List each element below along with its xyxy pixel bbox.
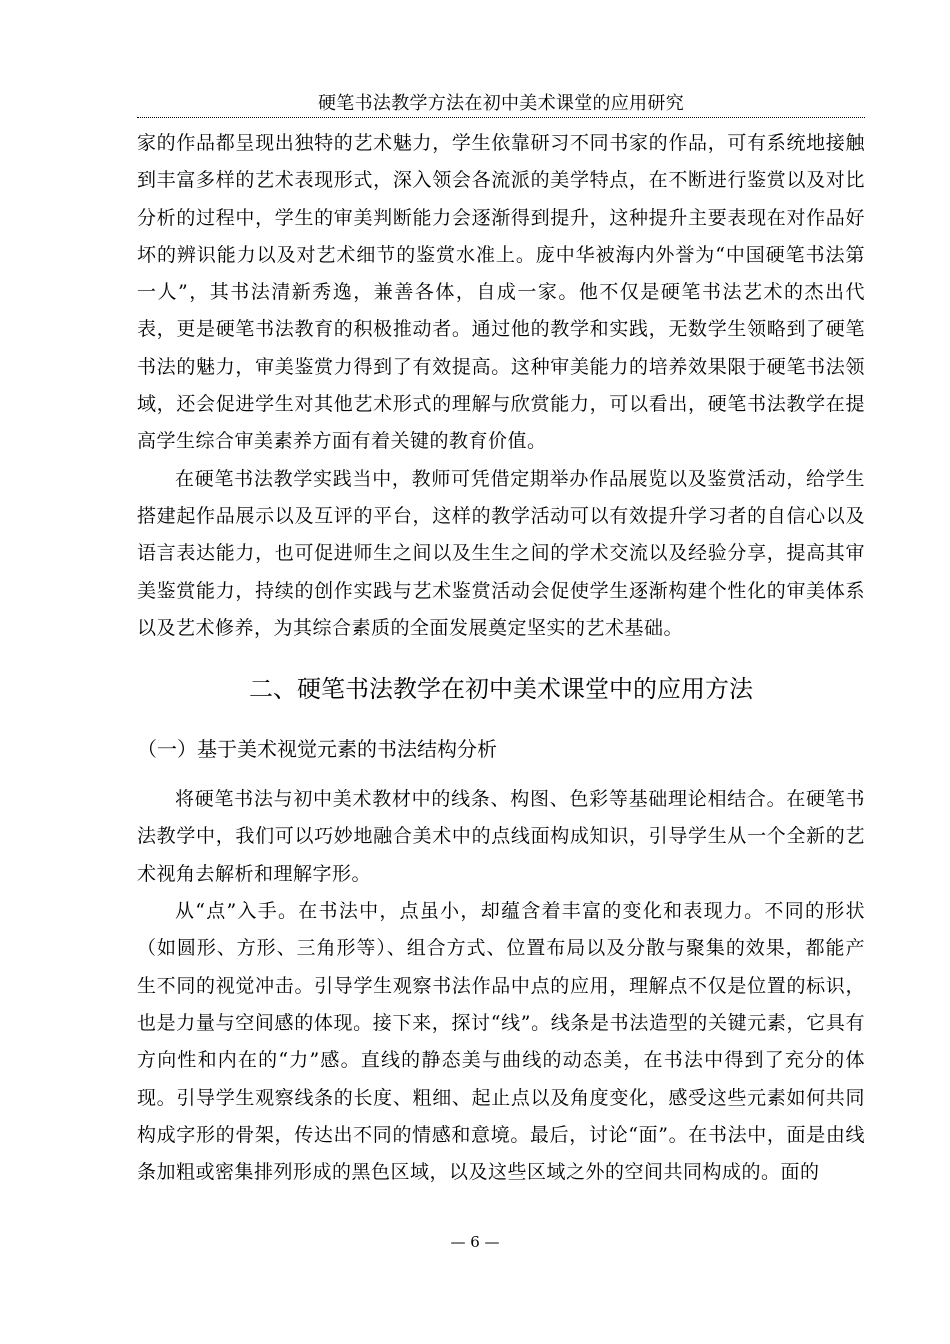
paragraph-intro: 将硬笔书法与初中美术教材中的线条、构图、色彩等基础理论相结合。在硬笔书法教学中，我们可以巧妙地融合美术中的点线面构成知识，引导学生从一个全新的艺术视角去解析和理解字形。 (137, 788, 865, 885)
subsection-heading: （一）基于美术视觉元素的书法结构分析 (137, 737, 497, 762)
page-number: — 6 — (450, 1233, 500, 1251)
section-heading: 二、硬笔书法教学在初中美术课堂中的应用方法 (249, 675, 753, 704)
header-rule (137, 117, 865, 118)
paragraph-point-line-plane: 从“点”入手。在书法中，点虽小，却蕴含着丰富的变化和表现力。不同的形状（如圆形、方形、三角形等）、组合方式、位置布局以及分散与聚集的效果，都能产生不同的视觉冲击。引导学生观察书法作品中点的应用，理解点不仅是位置的标识，也是力量与空间感的体现。接下来，探讨“线”。线条是书法造型的关键元素，它具有方向性和内在的“力”感。直线的静态美与曲线的动态美，在书法中得到了充分的体现。引导学生观察线条的长度、粗细、起止点以及角度变化，感受这些元素如何共同构成字形的骨架，传达出不同的情感和意境。最后，讨论“面”。在书法中，面是由线条加粗或密集排列形成的黑色区域，以及这些区域之外的空间共同构成的。面的 (137, 900, 865, 1184)
page-body (137, 125, 865, 1191)
paragraph-exhibition: 在硬笔书法教学实践当中，教师可凭借定期举办作品展览以及鉴赏活动，给学生搭建起作品展示以及互评的平台，这样的教学活动可以有效提升学习者的自信心以及语言表达能力，也可促进师生之间以及生生之间的学术交流以及经验分享，提高其审美鉴赏能力，持续的创作实践与艺术鉴赏活动会促使学生逐渐构建个性化的审美体系以及艺术修养，为其综合素质的全面发展奠定坚实的艺术基础。 (137, 467, 865, 639)
paragraph-continued: 家的作品都呈现出独特的艺术魅力，学生依靠研习不同书家的作品，可有系统地接触到丰富多样的艺术表现形式，深入领会各流派的美学特点，在不断进行鉴赏以及对比分析的过程中，学生的审美判断能力会逐渐得到提升，这种提升主要表现在对作品好坏的辨识能力以及对艺术细节的鉴赏水准上。庞中华被海内外誉为“中国硬笔书法第一人”，其书法清新秀逸，兼善各体，自成一家。他不仅是硬笔书法艺术的杰出代表，更是硬笔书法教育的积极推动者。通过他的教学和实践，无数学生领略到了硬笔书法的魅力，审美鉴赏力得到了有效提高。这种审美能力的培养效果限于硬笔书法领域，还会促进学生对其他艺术形式的理解与欣赏能力，可以看出，硬笔书法教学在提高学生综合审美素养方面有着关键的教育价值。 (137, 132, 865, 453)
running-header: 硬笔书法教学方法在初中美术课堂的应用研究 (318, 93, 684, 114)
